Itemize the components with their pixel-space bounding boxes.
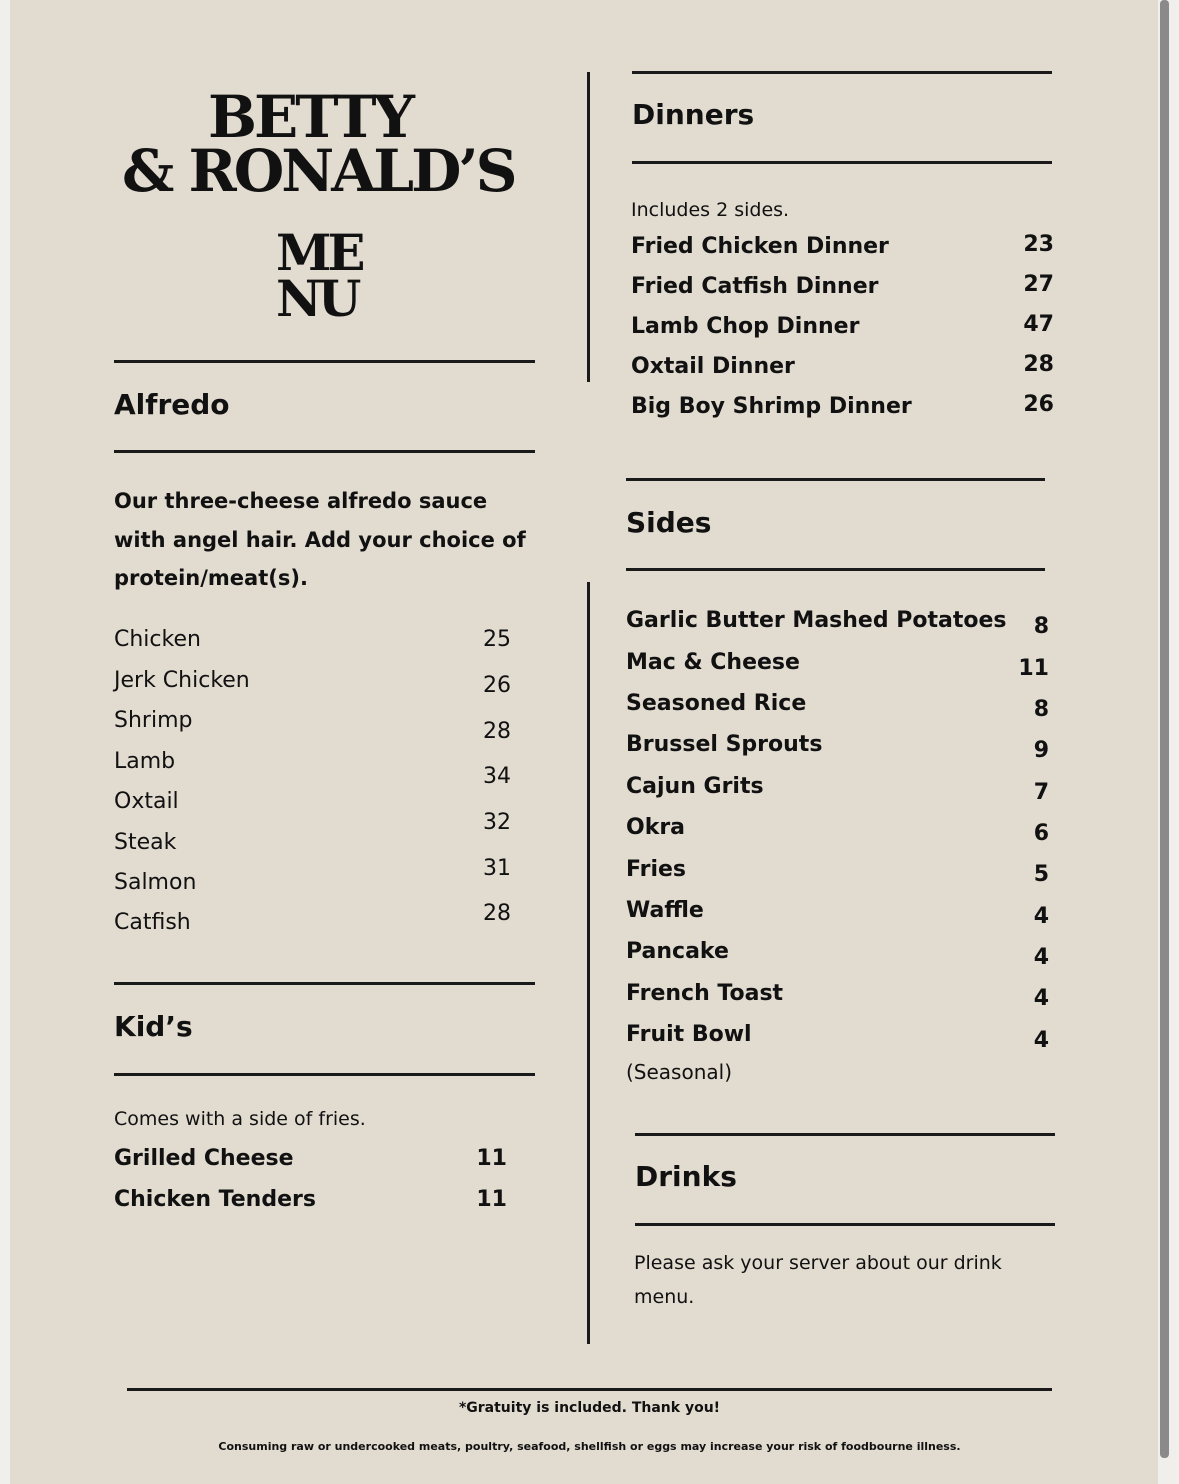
dinners-note: Includes 2 sides. <box>631 199 790 221</box>
menu-item-name: Catfish <box>114 910 191 935</box>
menu-item-price: 4 <box>1033 986 1049 1011</box>
column-divider-bottom <box>587 582 590 1344</box>
menu-item-price: 32 <box>483 810 511 835</box>
menu-item-name: Lamb <box>114 749 176 774</box>
menu-item-price: 4 <box>1033 904 1049 929</box>
scrollbar[interactable] <box>1160 0 1169 1458</box>
footer-divider <box>127 1388 1052 1391</box>
menu-item-price: 6 <box>1033 821 1049 846</box>
menu-item-name: Mac & Cheese <box>626 650 800 675</box>
menu-item-price: 9 <box>1033 738 1049 763</box>
menu-item-name: Okra <box>626 815 686 840</box>
divider <box>632 71 1052 74</box>
column-divider-top <box>587 72 590 382</box>
menu-item-name: Seasoned Rice <box>626 691 807 716</box>
divider <box>635 1133 1055 1136</box>
menu-item-price: 28 <box>1023 352 1054 377</box>
menu-item-price: 34 <box>483 764 511 789</box>
menu-item-price: 31 <box>483 856 511 881</box>
drinks-description: Please ask your server about our drink menu. <box>634 1252 1002 1308</box>
menu-item-name: Oxtail Dinner <box>631 354 795 379</box>
menu-item-name: Jerk Chicken <box>114 668 250 693</box>
menu-item-name: Salmon <box>114 870 197 895</box>
menu-item-name: Steak <box>114 830 177 855</box>
menu-item-price: 26 <box>1023 392 1054 417</box>
divider <box>626 478 1045 481</box>
menu-item-price: 47 <box>1023 312 1054 337</box>
menu-item-name: Waffle <box>626 898 704 923</box>
menu-item-price: 28 <box>483 901 511 926</box>
section-heading-kids: Kid’s <box>114 1010 193 1043</box>
menu-item-price: 11 <box>1018 656 1049 681</box>
menu-item-price: 27 <box>1023 272 1054 297</box>
brand-line-1: BETTY <box>208 83 412 151</box>
section-heading-sides: Sides <box>626 506 712 539</box>
alfredo-description: Our three-cheese alfredo sauce with angel hair. Add your choice of protein/meat(s). <box>114 489 526 590</box>
menu-item-name: Grilled Cheese <box>114 1146 294 1171</box>
divider <box>635 1223 1055 1226</box>
gratuity-note: *Gratuity is included. Thank you! <box>458 1400 721 1416</box>
menu-item-price: 11 <box>476 1187 507 1212</box>
menu-item-price: 4 <box>1033 945 1049 970</box>
menu-item-name: Lamb Chop Dinner <box>631 314 860 339</box>
menu-item-name: Chicken Tenders <box>114 1187 316 1212</box>
fruit-bowl-note: (Seasonal) <box>626 1060 733 1084</box>
menu-item-name: Brussel Sprouts <box>626 732 823 757</box>
menu-item-name: Oxtail <box>114 789 179 814</box>
menu-item-name: Pancake <box>626 939 729 964</box>
divider <box>632 161 1052 164</box>
menu-item-price: 26 <box>483 673 511 698</box>
food-safety-warning: Consuming raw or undercooked meats, poultry, seafood, shellfish or eggs may increase your risk of foodbourne illness. <box>218 1440 961 1453</box>
menu-item-name: Garlic Butter Mashed Potatoes <box>626 608 1007 633</box>
menu-item-name: Big Boy Shrimp Dinner <box>631 394 912 419</box>
divider <box>114 360 535 363</box>
menu-item-name: Fries <box>626 857 687 882</box>
menu-item-price: 11 <box>476 1146 507 1171</box>
kids-note: Comes with a side of fries. <box>114 1108 366 1130</box>
menu-item-price: 4 <box>1033 1028 1049 1053</box>
menu-item-name: Shrimp <box>114 708 193 733</box>
menu-item-price: 8 <box>1033 697 1049 722</box>
menu-item-price: 25 <box>483 627 511 652</box>
menu-title-line-1: ME <box>276 223 362 282</box>
menu-item-price: 5 <box>1033 862 1049 887</box>
menu-item-price: 7 <box>1033 780 1049 805</box>
section-heading-drinks: Drinks <box>635 1160 737 1193</box>
menu-item-name: Fried Chicken Dinner <box>631 234 889 259</box>
menu-item-name: Fried Catfish Dinner <box>631 274 879 299</box>
menu-item-price: 28 <box>483 719 511 744</box>
divider <box>114 450 535 453</box>
menu-item-name: Chicken <box>114 627 201 652</box>
divider <box>626 568 1045 571</box>
section-heading-alfredo: Alfredo <box>114 388 230 421</box>
divider <box>114 982 535 985</box>
menu-item-name: French Toast <box>626 981 784 1006</box>
brand-line-2: & RONALD’S <box>122 137 515 205</box>
menu-item-price: 8 <box>1033 614 1049 639</box>
menu-item-price: 23 <box>1023 232 1054 257</box>
menu-item-name: Cajun Grits <box>626 774 764 799</box>
menu-item-name: Fruit Bowl <box>626 1022 752 1047</box>
divider <box>114 1073 535 1076</box>
section-heading-dinners: Dinners <box>632 98 755 131</box>
menu-title-line-2: NU <box>276 269 358 328</box>
